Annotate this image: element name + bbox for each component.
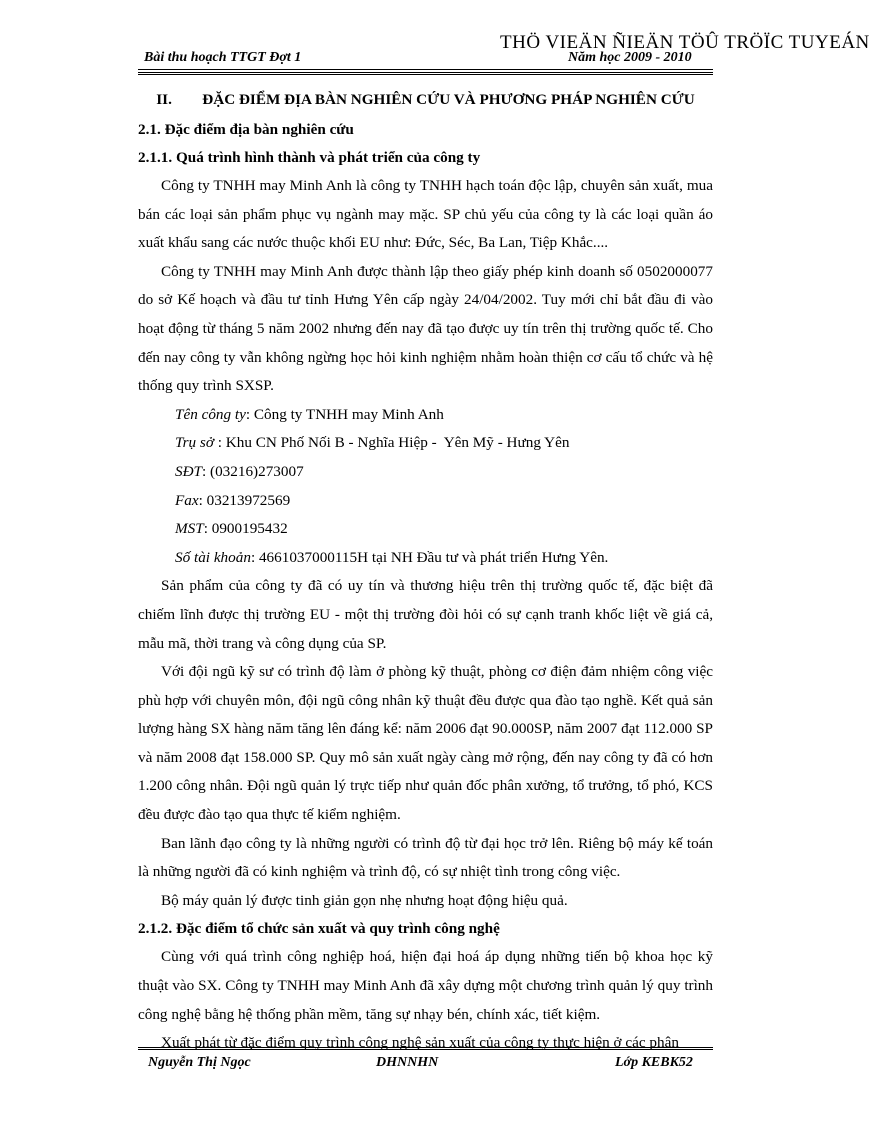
subheading-2-1: 2.1. Đặc điểm địa bàn nghiên cứu bbox=[138, 121, 354, 138]
page-body bbox=[138, 84, 713, 1058]
info-bank-account bbox=[175, 544, 713, 573]
info-fax bbox=[175, 487, 713, 516]
paragraph: Công ty TNHH may Minh Anh được thành lập theo giấy phép kinh doanh số 0502000077 do sở Kế hoạch và đầu tư tỉnh Hưng Yên cấp ngày 24/04/2002. Tuy mới chỉ bắt đầu đi vào hoạt động từ tháng 5 năm 2002 nhưng đến nay đã tạo được uy tín trên thị trường quốc tế. Cho đến nay công ty vẫn không ngừng học hỏi kinh nghiệm nhằm hoàn thiện cơ cấu tổ chức và hệ thống quy trình SXSP. bbox=[138, 262, 713, 395]
info-value: : (03216)273007 bbox=[202, 462, 304, 480]
paragraph: Xuất phát từ đặc điểm quy trình công nghệ sản xuất của công ty thực hiện ở các phân bbox=[161, 1034, 679, 1052]
info-label: Tên công ty bbox=[175, 405, 246, 423]
info-tax-code bbox=[175, 515, 713, 544]
info-label: SĐT bbox=[175, 462, 203, 480]
info-value: : 0900195432 bbox=[203, 520, 288, 538]
header-rule-double bbox=[138, 72, 713, 75]
paragraph: Công ty TNHH may Minh Anh là công ty TNHH hạch toán độc lập, chuyên sản xuất, mua bán các loại sản phẩm phục vụ ngành may mặc. SP chủ yếu của công ty là các loại quần áo xuất khẩu sang các nước thuộc khối EU như: Đức, Séc, Ba Lan, Tiệp Khắc.... bbox=[138, 177, 713, 252]
paragraph: Cùng với quá trình công nghiệp hoá, hiện đại hoá áp dụng những tiến bộ khoa học kỹ thuật vào SX. Công ty TNHH may Minh Anh đã xây dựng một chương trình quản lý quy trình công nghệ bằng hệ thống phần mềm, tăng sự nhạy bén, chính xác, tiết kiệm. bbox=[138, 948, 713, 1023]
info-label: Fax bbox=[175, 491, 199, 509]
info-phone bbox=[175, 458, 713, 487]
paragraph: Bộ máy quản lý được tinh giản gọn nhẹ nhưng hoạt động hiệu quả. bbox=[161, 891, 568, 909]
info-company bbox=[175, 401, 713, 430]
info-value: : Khu CN Phố Nối B - Nghĩa Hiệp - Yên Mỹ - Hưng Yên bbox=[213, 434, 570, 452]
footer-rule bbox=[138, 1047, 713, 1050]
paragraph: Với đội ngũ kỹ sư có trình độ làm ở phòng kỹ thuật, phòng cơ điện đảm nhiệm công việc phù hợp với chuyên môn, đội ngũ công nhân kỹ thuật đều được qua đào tạo nghề. Kết quả sản lượng hàng SX hàng năm tăng lên đáng kể: năm 2006 đạt 90.000SP, năm 2007 đạt 112.000 SP và năm 2008 đạt 158.000 SP. Quy mô sản xuất ngày càng mở rộng, đến nay công ty đã có hơn 1.200 công nhân. Đội ngũ quản lý trực tiếp như quản đốc phân xưởng, tổ trưởng, tổ phó, KCS đều được đào tạo qua thực tế kiểm nghiệm. bbox=[138, 663, 713, 824]
footer-school: DHNNHN bbox=[376, 1055, 439, 1070]
header-left: Bài thu hoạch TTGT Đợt 1 bbox=[144, 50, 302, 65]
footer-author: Nguyễn Thị Ngọc bbox=[148, 1055, 251, 1070]
subheading-2-1-2: 2.1.2. Đặc điểm tổ chức sản xuất và quy trình công nghệ bbox=[138, 920, 500, 938]
subheading-2-1-1: 2.1.1. Quá trình hình thành và phát triển của công ty bbox=[138, 149, 481, 166]
info-value: : 4661037000115H tại NH Đầu tư và phát triển Hưng Yên. bbox=[250, 548, 609, 566]
footer-class: Lớp KEBK52 bbox=[615, 1055, 693, 1070]
info-label: Trụ sở bbox=[175, 434, 214, 452]
info-label: Số tài khoản bbox=[175, 548, 251, 566]
info-value: : Công ty TNHH may Minh Anh bbox=[245, 405, 444, 423]
watermark-text: THÖ VIEÄN ÑIEÄN TÖÛ TRÖÏC TUYEÁN bbox=[500, 32, 870, 53]
info-label: MST bbox=[175, 520, 204, 538]
info-value: : 03213972569 bbox=[198, 491, 291, 509]
info-address bbox=[175, 429, 713, 458]
paragraph: Sản phẩm của công ty đã có uy tín và thương hiệu trên thị trường quốc tế, đặc biệt đã chiếm lĩnh được thị trường EU - một thị trường đòi hỏi có sự cạnh tranh khốc liệt về giá cả, mẫu mã, thời trang và công dụng của SP. bbox=[138, 577, 713, 652]
header-rule bbox=[138, 69, 713, 70]
header-right: Năm học 2009 - 2010 bbox=[568, 50, 692, 65]
section-heading: II. ĐẶC ĐIỂM ĐỊA BÀN NGHIÊN CỨU VÀ PHƯƠNG PHÁP NGHIÊN CỨU bbox=[156, 91, 695, 108]
paragraph: Ban lãnh đạo công ty là những người có trình độ từ đại học trở lên. Riêng bộ máy kế toán là những người đã có kinh nghiệm và trình độ, có sự nhiệt tình trong công việc. bbox=[138, 834, 713, 881]
